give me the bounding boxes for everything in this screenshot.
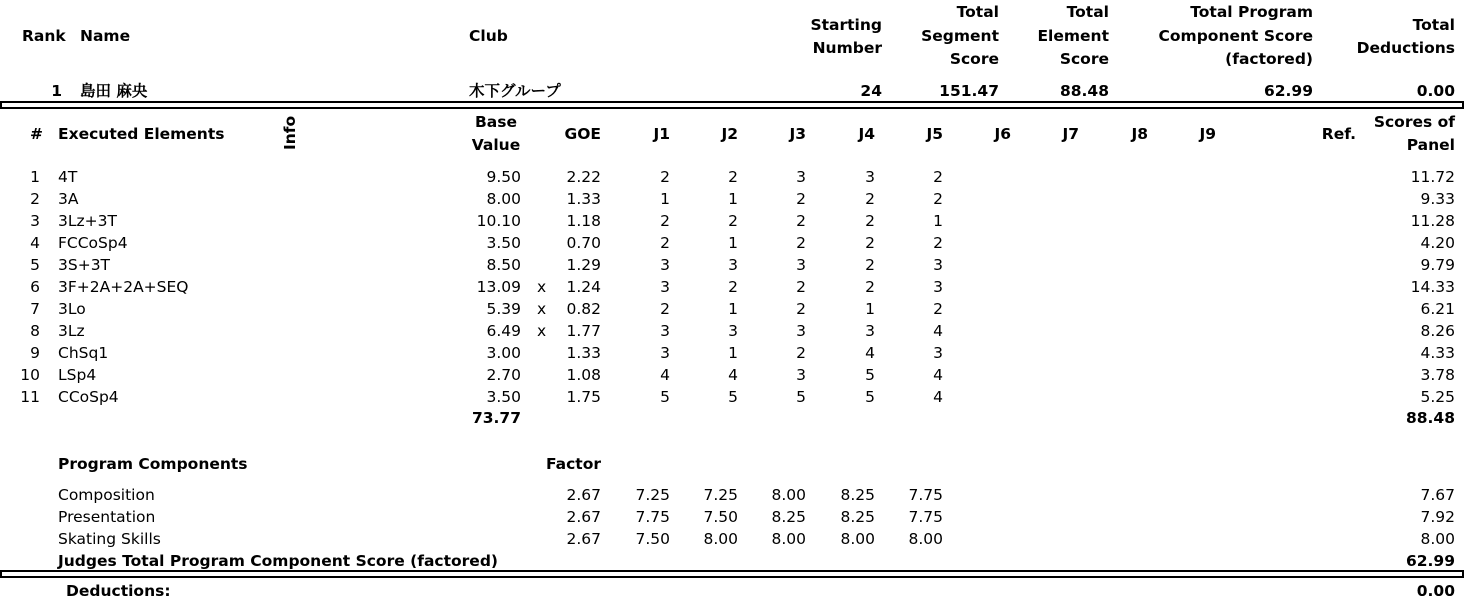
element-base-value: 5.39: [486, 300, 521, 318]
skater-starting-number: 24: [860, 82, 882, 100]
element-judge-3-score: 2: [796, 234, 806, 252]
header-separator-left-edge: [0, 101, 2, 109]
judge-header-2: J2: [721, 125, 738, 143]
program-component-judge-5-score: 7.75: [908, 486, 943, 504]
element-judge-4-score: 2: [865, 190, 875, 208]
skater-club: 木下グループ: [469, 82, 561, 100]
element-judge-2-score: 3: [728, 256, 738, 274]
pcs-separator-top: [0, 570, 1464, 572]
pcs-total-label: Judges Total Program Component Score (factored): [58, 552, 498, 570]
pcs-header-line2: Component Score: [1158, 27, 1313, 45]
program-component-judge-1-score: 7.75: [635, 508, 670, 526]
starting-number-header-line1: Starting: [810, 16, 882, 34]
element-judge-4-score: 2: [865, 278, 875, 296]
element-code: LSp4: [58, 366, 97, 384]
element-number: 6: [30, 278, 40, 296]
program-component-score: 7.67: [1420, 486, 1455, 504]
element-judge-5-score: 1: [933, 212, 943, 230]
goe-header: GOE: [564, 125, 601, 143]
ref-header: Ref.: [1321, 125, 1356, 143]
program-component-judge-2-score: 7.50: [703, 508, 738, 526]
judge-header-7: J7: [1062, 125, 1079, 143]
element-panel-score: 4.20: [1420, 234, 1455, 252]
program-component-judge-3-score: 8.25: [771, 508, 806, 526]
base-value-total: 73.77: [471, 409, 521, 427]
element-judge-2-score: 5: [728, 388, 738, 406]
base-value-header-line1: Base: [474, 113, 517, 131]
program-component-judge-1-score: 7.50: [635, 530, 670, 548]
judge-header-4: J4: [858, 125, 875, 143]
element-panel-score: 6.21: [1420, 300, 1455, 318]
element-code: 3A: [58, 190, 79, 208]
element-code: FCCoSp4: [58, 234, 128, 252]
program-component-factor: 2.67: [566, 508, 601, 526]
club-header: Club: [469, 27, 508, 45]
executed-elements-header: Executed Elements: [58, 125, 225, 143]
program-component-judge-5-score: 7.75: [908, 508, 943, 526]
element-judge-5-score: 3: [933, 278, 943, 296]
element-goe: 2.22: [566, 168, 601, 186]
element-judge-3-score: 2: [796, 190, 806, 208]
element-goe: 1.24: [566, 278, 601, 296]
element-judge-3-score: 3: [796, 322, 806, 340]
element-judge-1-score: 3: [660, 344, 670, 362]
element-judge-4-score: 2: [865, 234, 875, 252]
element-goe: 1.33: [566, 344, 601, 362]
element-judge-4-score: 5: [865, 366, 875, 384]
element-number-header: #: [30, 125, 43, 143]
element-judge-3-score: 3: [796, 168, 806, 186]
element-second-half-marker: x: [537, 322, 547, 340]
element-number: 2: [30, 190, 40, 208]
element-judge-4-score: 1: [865, 300, 875, 318]
element-judge-5-score: 4: [933, 322, 943, 340]
element-number: 5: [30, 256, 40, 274]
element-judge-4-score: 3: [865, 322, 875, 340]
element-judge-5-score: 3: [933, 256, 943, 274]
element-judge-5-score: 4: [933, 388, 943, 406]
element-number: 8: [30, 322, 40, 340]
deductions-label: Deductions:: [66, 582, 171, 600]
program-component-name: Presentation: [58, 508, 156, 526]
element-base-value: 6.49: [486, 322, 521, 340]
element-code: 3S+3T: [58, 256, 111, 274]
element-panel-score: 9.33: [1420, 190, 1455, 208]
judge-header-1: J1: [653, 125, 670, 143]
element-second-half-marker: x: [537, 278, 547, 296]
deductions-header-line1: Total: [1412, 16, 1455, 34]
element-code: ChSq1: [58, 344, 109, 362]
element-base-value: 3.00: [486, 344, 521, 362]
element-judge-1-score: 3: [660, 278, 670, 296]
element-panel-score: 14.33: [1410, 278, 1455, 296]
element-number: 1: [30, 168, 40, 186]
deductions-header-line2: Deductions: [1356, 39, 1455, 57]
element-base-value: 3.50: [486, 234, 521, 252]
element-judge-2-score: 3: [728, 322, 738, 340]
judge-header-9: J9: [1199, 125, 1216, 143]
program-component-judge-2-score: 7.25: [703, 486, 738, 504]
element-panel-score: 3.78: [1420, 366, 1455, 384]
element-judge-5-score: 3: [933, 344, 943, 362]
element-base-value: 9.50: [486, 168, 521, 186]
element-number: 4: [30, 234, 40, 252]
skater-pcs: 62.99: [1263, 82, 1313, 100]
element-code: 3Lo: [58, 300, 86, 318]
element-judge-2-score: 1: [728, 234, 738, 252]
rank-header: Rank: [22, 27, 66, 45]
element-number: 10: [20, 366, 40, 384]
element-code: 3F+2A+2A+SEQ: [58, 278, 189, 296]
tss-header-line3: Score: [949, 50, 999, 68]
header-separator-top: [0, 101, 1464, 103]
element-goe: 1.29: [566, 256, 601, 274]
pcs-total-value: 62.99: [1405, 552, 1455, 570]
element-judge-5-score: 2: [933, 234, 943, 252]
element-judge-1-score: 1: [660, 190, 670, 208]
element-judge-1-score: 2: [660, 168, 670, 186]
element-goe: 1.08: [566, 366, 601, 384]
element-code: 3Lz: [58, 322, 85, 340]
element-judge-5-score: 2: [933, 190, 943, 208]
element-panel-score: 8.26: [1420, 322, 1455, 340]
program-component-name: Skating Skills: [58, 530, 161, 548]
element-judge-1-score: 2: [660, 300, 670, 318]
program-component-factor: 2.67: [566, 486, 601, 504]
program-component-factor: 2.67: [566, 530, 601, 548]
skater-deductions: 0.00: [1416, 82, 1455, 100]
element-judge-2-score: 2: [728, 212, 738, 230]
element-base-value: 8.00: [486, 190, 521, 208]
element-judge-4-score: 2: [865, 212, 875, 230]
header-separator-bottom: [0, 107, 1464, 109]
element-judge-4-score: 3: [865, 168, 875, 186]
element-panel-score: 11.72: [1410, 168, 1455, 186]
tss-header-line2: Segment: [921, 27, 999, 45]
element-judge-4-score: 5: [865, 388, 875, 406]
element-judge-5-score: 4: [933, 366, 943, 384]
tes-header-line3: Score: [1059, 50, 1109, 68]
program-component-judge-3-score: 8.00: [771, 486, 806, 504]
name-header: Name: [80, 27, 131, 45]
element-judge-1-score: 3: [660, 322, 670, 340]
pcs-separator-bottom: [0, 576, 1464, 578]
base-value-header-line2: Value: [471, 136, 521, 154]
element-number: 7: [30, 300, 40, 318]
element-judge-5-score: 2: [933, 300, 943, 318]
program-component-judge-1-score: 7.25: [635, 486, 670, 504]
element-goe: 1.18: [566, 212, 601, 230]
element-judge-1-score: 2: [660, 234, 670, 252]
element-judge-2-score: 2: [728, 168, 738, 186]
element-judge-5-score: 2: [933, 168, 943, 186]
pcs-header-line3: (factored): [1225, 50, 1313, 68]
element-code: 3Lz+3T: [58, 212, 117, 230]
element-number: 3: [30, 212, 40, 230]
element-panel-score: 4.33: [1420, 344, 1455, 362]
element-base-value: 10.10: [476, 212, 521, 230]
program-component-judge-4-score: 8.25: [840, 508, 875, 526]
element-judge-2-score: 1: [728, 344, 738, 362]
element-goe: 1.75: [566, 388, 601, 406]
pcs-header-line1: Total Program: [1190, 3, 1313, 21]
judge-header-8: J8: [1131, 125, 1148, 143]
judge-header-3: J3: [789, 125, 806, 143]
judge-header-5: J5: [926, 125, 943, 143]
element-judge-2-score: 1: [728, 190, 738, 208]
pcs-separator-left-edge: [0, 570, 2, 578]
element-judge-1-score: 3: [660, 256, 670, 274]
element-panel-score: 9.79: [1420, 256, 1455, 274]
element-judge-2-score: 1: [728, 300, 738, 318]
factor-header: Factor: [545, 455, 601, 473]
program-component-judge-2-score: 8.00: [703, 530, 738, 548]
starting-number-header-line2: Number: [812, 39, 882, 57]
program-component-score: 8.00: [1420, 530, 1455, 548]
element-judge-3-score: 2: [796, 278, 806, 296]
scores-of-panel-header-line1: Scores of: [1373, 113, 1455, 131]
element-judge-1-score: 2: [660, 212, 670, 230]
element-number: 11: [20, 388, 40, 406]
scores-of-panel-header-line2: Panel: [1406, 136, 1455, 154]
program-component-judge-4-score: 8.00: [840, 530, 875, 548]
program-component-score: 7.92: [1420, 508, 1455, 526]
skater-name: 島田 麻央: [80, 82, 148, 100]
element-base-value: 3.50: [486, 388, 521, 406]
program-component-judge-5-score: 8.00: [908, 530, 943, 548]
element-goe: 0.70: [566, 234, 601, 252]
tes-header-line2: Element: [1037, 27, 1109, 45]
skater-tss: 151.47: [939, 82, 999, 100]
element-judge-1-score: 4: [660, 366, 670, 384]
deductions-value: 0.00: [1416, 582, 1455, 600]
element-judge-2-score: 2: [728, 278, 738, 296]
element-second-half-marker: x: [537, 300, 547, 318]
element-code: 4T: [58, 168, 78, 186]
element-judge-3-score: 2: [796, 344, 806, 362]
panel-total: 88.48: [1405, 409, 1455, 427]
element-goe: 0.82: [566, 300, 601, 318]
program-component-judge-3-score: 8.00: [771, 530, 806, 548]
element-number: 9: [30, 344, 40, 362]
element-judge-3-score: 2: [796, 212, 806, 230]
element-judge-3-score: 2: [796, 300, 806, 318]
element-goe: 1.77: [566, 322, 601, 340]
skater-tes: 88.48: [1059, 82, 1109, 100]
element-judge-4-score: 4: [865, 344, 875, 362]
program-component-name: Composition: [58, 486, 155, 504]
info-header: Info: [281, 115, 299, 150]
program-component-judge-4-score: 8.25: [840, 486, 875, 504]
element-goe: 1.33: [566, 190, 601, 208]
element-base-value: 2.70: [486, 366, 521, 384]
element-panel-score: 11.28: [1410, 212, 1455, 230]
element-judge-2-score: 4: [728, 366, 738, 384]
skater-rank: 1: [51, 82, 62, 100]
element-judge-4-score: 2: [865, 256, 875, 274]
element-judge-3-score: 3: [796, 366, 806, 384]
element-base-value: 13.09: [476, 278, 521, 296]
judge-header-6: J6: [994, 125, 1011, 143]
element-panel-score: 5.25: [1420, 388, 1455, 406]
element-code: CCoSp4: [58, 388, 119, 406]
tss-header-line1: Total: [956, 3, 999, 21]
program-components-title: Program Components: [58, 455, 248, 473]
element-base-value: 8.50: [486, 256, 521, 274]
tes-header-line1: Total: [1066, 3, 1109, 21]
element-judge-3-score: 5: [796, 388, 806, 406]
element-judge-3-score: 3: [796, 256, 806, 274]
element-judge-1-score: 5: [660, 388, 670, 406]
